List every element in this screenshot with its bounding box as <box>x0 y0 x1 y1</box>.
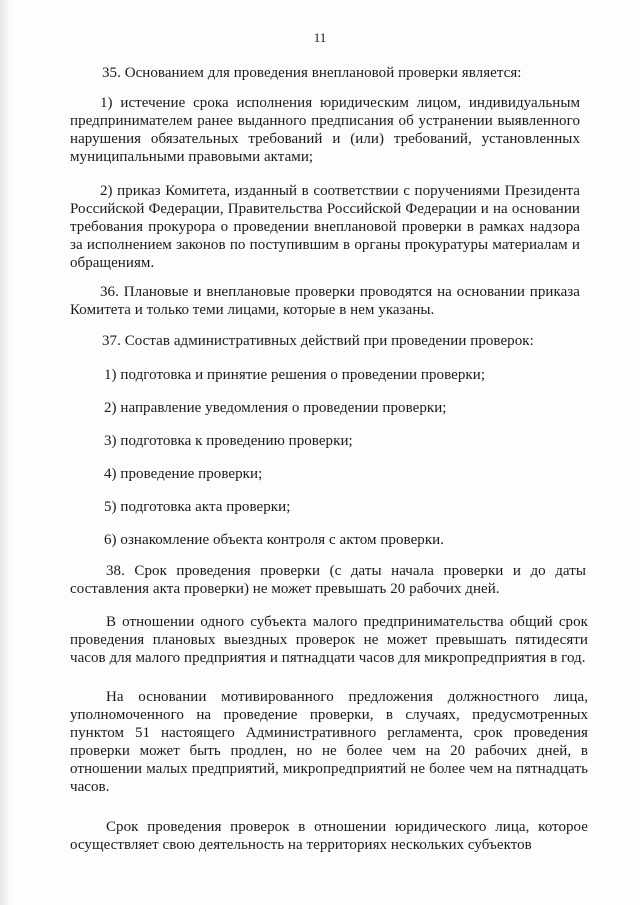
paragraph-36: 36. Плановые и внеплановые проверки проводятся на основании приказа Комитета и только теми лицами, которые в нем указаны. <box>70 284 580 318</box>
paragraph-37-item-2: 2) направление уведомления о проведении проверки; <box>104 400 447 416</box>
paragraph-35: 35. Основанием для проведения внеплановой проверки является: <box>102 65 522 81</box>
paragraph-38: 38. Срок проведения проверки (с даты начала проверки и до даты составления акта проверки) не может превышать 20 рабочих дней. <box>70 563 586 597</box>
scan-edge <box>0 0 14 905</box>
paragraph-37-item-4: 4) проведение проверки; <box>104 466 263 482</box>
paragraph-38-multi-region: Срок проведения проверок в отношении юридического лица, которое осуществляет свою деятельность на территориях нескольких субъектов <box>70 819 588 853</box>
paragraph-35-item-2: 2) приказ Комитета, изданный в соответствии с поручениями Президента Российской Федерации, Правительства Российской Федерации и на основании требования прокурора о проведении внеплановой проверки в рамках надзора за исполнением законов по поступившим в органы прокуратуры материалам и обращениям. <box>70 183 580 271</box>
paragraph-37-item-5: 5) подготовка акта проверки; <box>104 499 291 515</box>
paragraph-35-item-1: 1) истечение срока исполнения юридическим лицом, индивидуальным предпринимателем ранее выданного предписания об устранении выявленного нарушения обязательных требований и (или) требований, установленных муниципальными правовыми актами; <box>70 95 580 165</box>
paragraph-37: 37. Состав административных действий при проведении проверок: <box>102 333 534 349</box>
page-number: 11 <box>313 30 327 45</box>
paragraph-37-item-3: 3) подготовка к проведению проверки; <box>104 433 353 449</box>
paragraph-37-item-6: 6) ознакомление объекта контроля с актом проверки. <box>104 532 445 548</box>
paragraph-38-small-business: В отношении одного субъекта малого предпринимательства общий срок проведения плановых выездных проверок не может превышать пятидесяти часов для малого предприятия и пятнадцати часов для микропредприятия в год. <box>70 614 588 666</box>
paragraph-37-item-1: 1) подготовка и принятие решения о проведении проверки; <box>104 367 486 383</box>
paragraph-38-extension: На основании мотивированного предложения должностного лица, уполномоченного на проведение проверки, в случаях, предусмотренных пунктом 51 настоящего Административного регламента, срок проведения проверки может быть продлен, но не более чем на 20 рабочих дней, в отношении малых предприятий, микропредприятий не более чем на пятнадцать часов. <box>70 689 588 795</box>
